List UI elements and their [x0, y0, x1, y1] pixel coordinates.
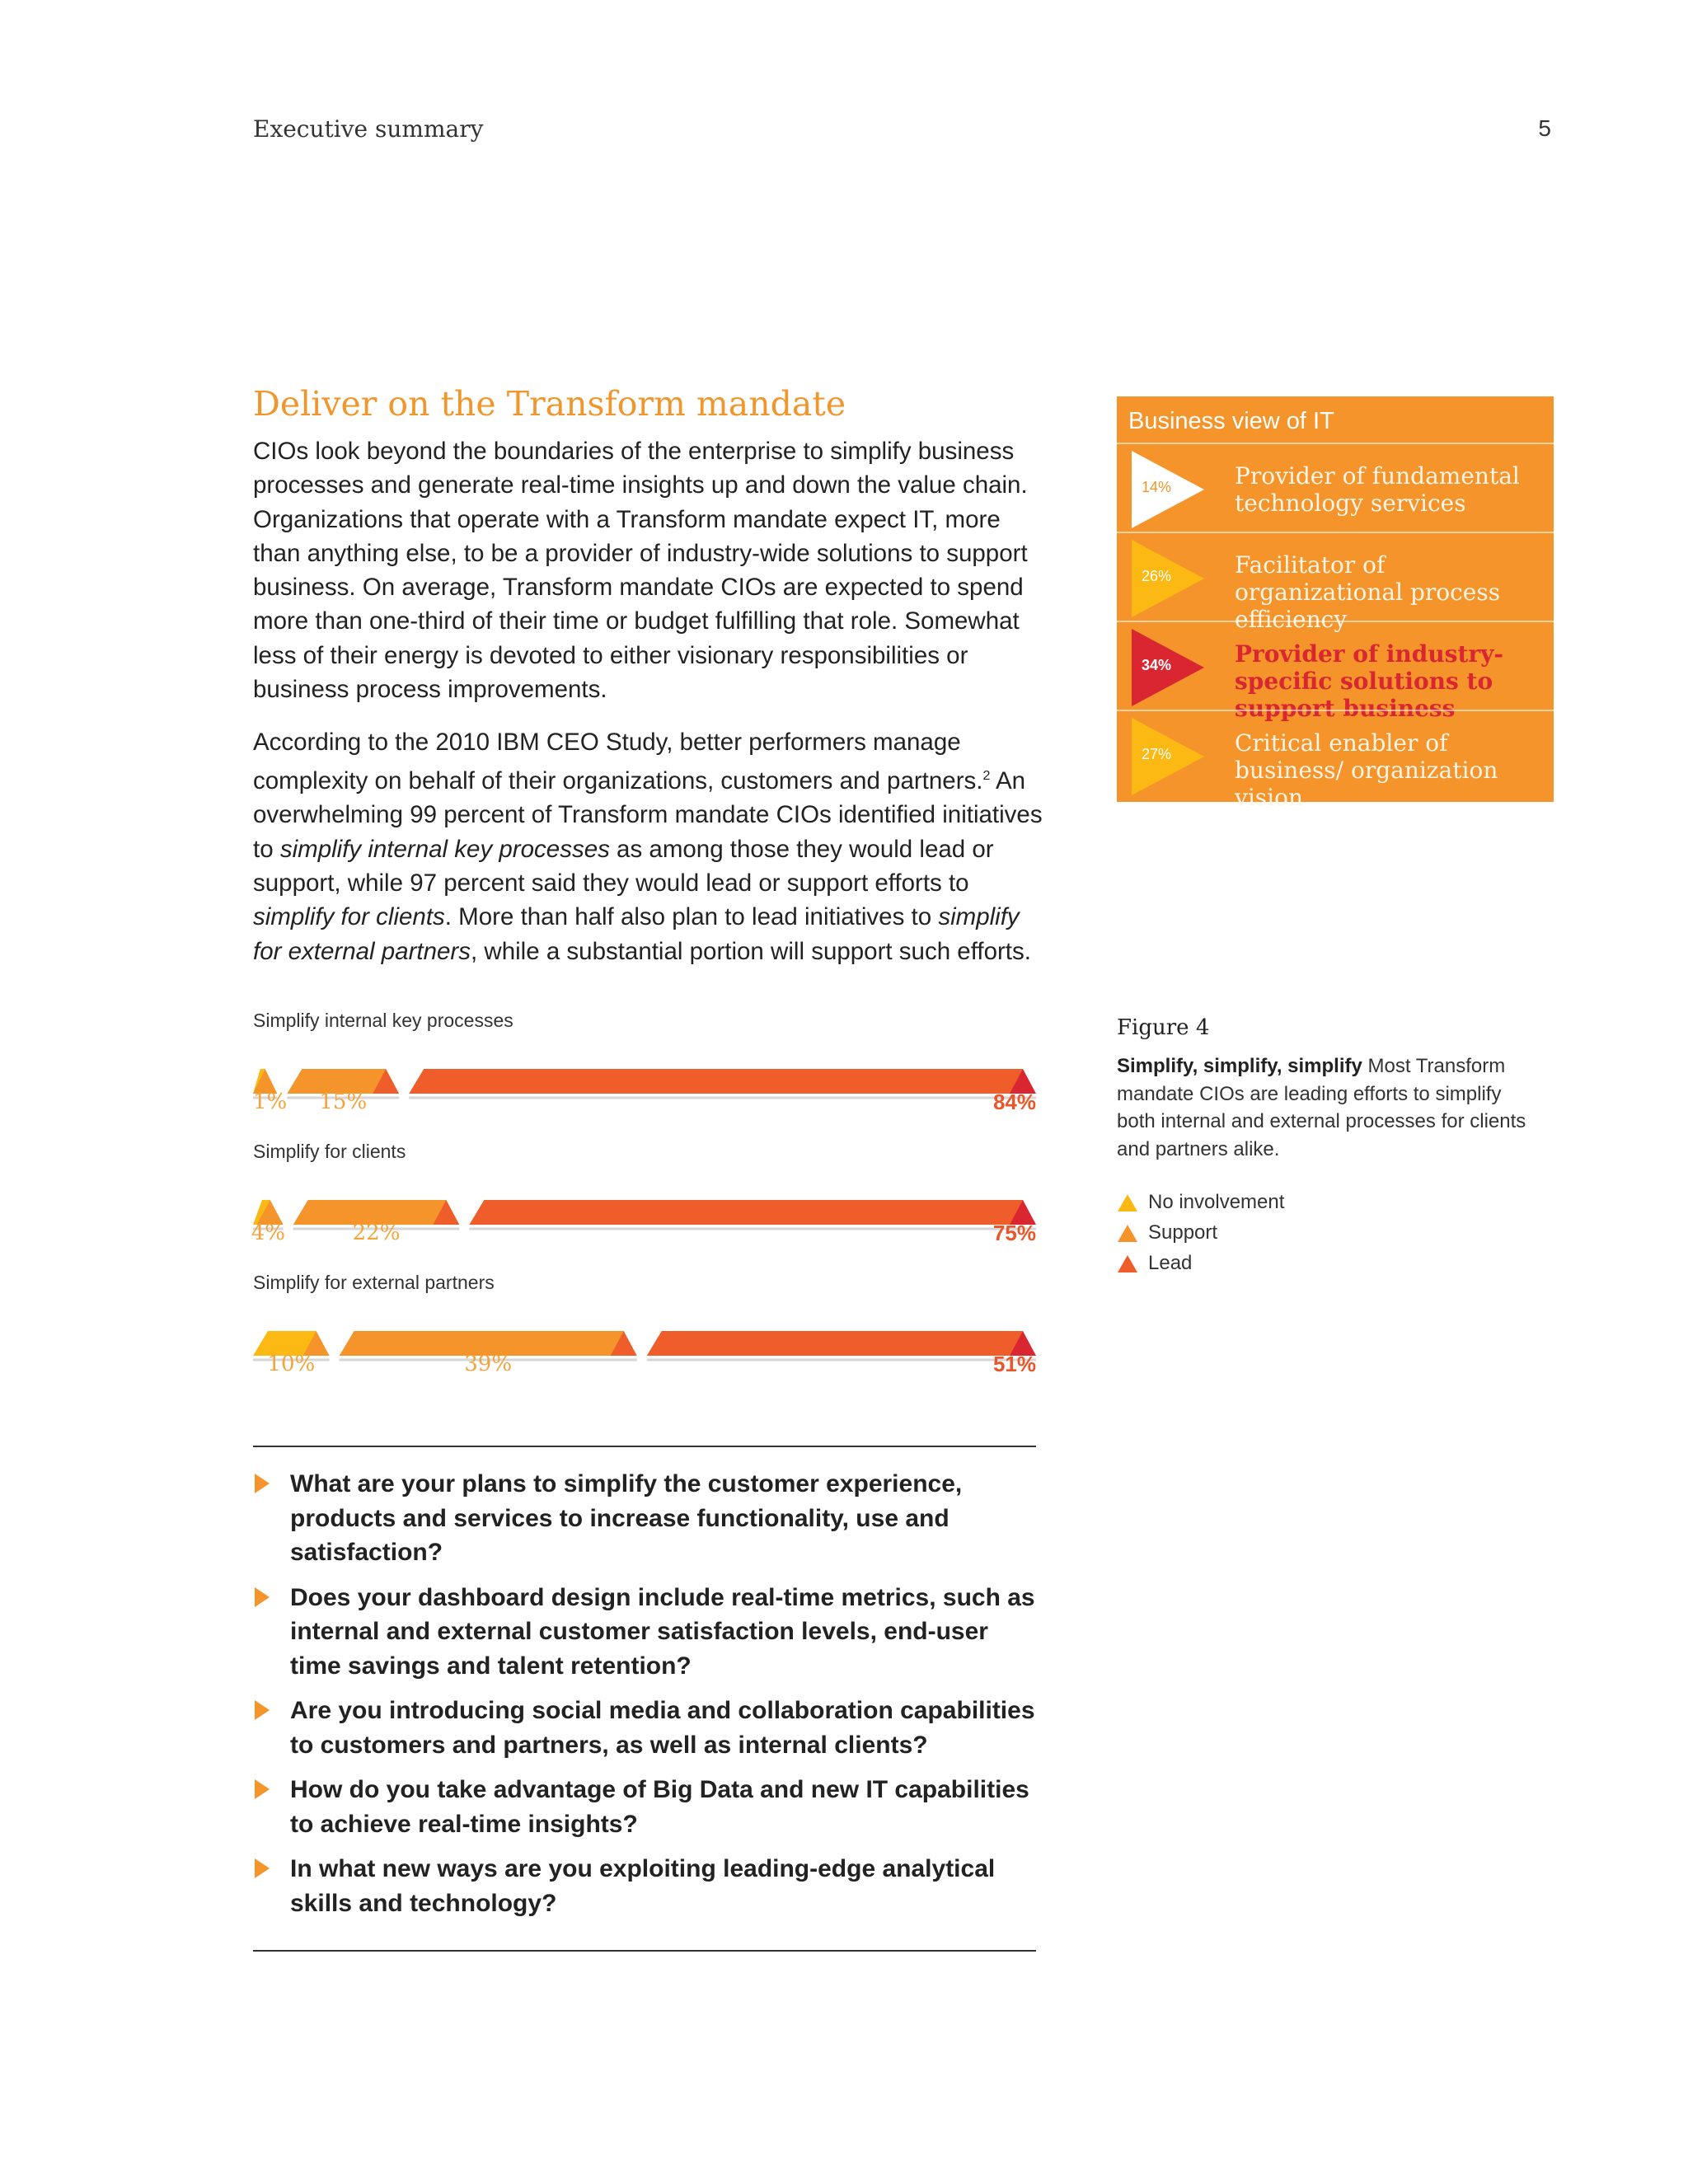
question-text: How do you take advantage of Big Data and new IT capabilities to achieve real-time insights?	[290, 1776, 1029, 1838]
business-view-label: Provider of industry-specific solutions to support business	[1235, 640, 1504, 722]
page-number: 5	[1538, 115, 1551, 141]
business-view-row	[1117, 621, 1554, 722]
question-item	[253, 1467, 1036, 1570]
business-view-title: Business view of IT	[1128, 408, 1334, 434]
chart-title: Simplify for external partners	[253, 1272, 495, 1293]
business-view-row	[1117, 443, 1554, 533]
question-list	[253, 1467, 1036, 1931]
legend-item-lead: Lead	[1117, 1252, 1192, 1275]
business-view-box	[1117, 396, 1554, 811]
figure-caption: Simplify, simplify, simplify Most Transform mandate CIOs are leading efforts to simplify both internal and external processes for clients and partners alike.	[1117, 1055, 1526, 1160]
percent-label: 1%	[253, 1090, 288, 1114]
question-text: Are you introducing social media and collaboration capabilities to customers and partners, as well as internal clients?	[290, 1697, 1035, 1759]
business-view-row	[1117, 710, 1554, 811]
divider-bottom	[253, 1950, 1036, 1952]
business-view-row	[1117, 532, 1554, 633]
question-text: What are your plans to simplify the customer experience, products and services to increase functionality, use and satisfaction?	[290, 1470, 963, 1566]
divider-top	[253, 1446, 1036, 1447]
legend-item-support: Support	[1117, 1221, 1217, 1244]
chart-percent-labels	[253, 1090, 1036, 1122]
percent-label: 75%	[992, 1221, 1036, 1245]
percent-label: 15%	[319, 1090, 368, 1114]
percent-label: 84%	[992, 1090, 1036, 1114]
triangle-icon	[1117, 1254, 1138, 1273]
business-view-percent: 26%	[1142, 568, 1172, 584]
question-text: Does your dashboard design include real-time metrics, such as internal and external customer satisfaction levels, end-user time savings and talent retention?	[290, 1583, 1035, 1680]
triangle-bullet-icon	[255, 1474, 270, 1493]
triangle-bullet-icon	[255, 1858, 270, 1878]
chart-percent-labels	[253, 1352, 1036, 1385]
triangle-bullet-icon	[255, 1700, 270, 1720]
running-head: Executive summary	[253, 115, 484, 143]
question-text: In what new ways are you exploiting leading-edge analytical skills and technology?	[290, 1855, 996, 1917]
question-item	[253, 1852, 1036, 1920]
section-title: Deliver on the Transform mandate	[253, 384, 846, 424]
business-view-percent: 14%	[1142, 479, 1172, 495]
question-item	[253, 1773, 1036, 1841]
percent-label: 4%	[251, 1221, 285, 1245]
body-paragraph-1: CIOs look beyond the boundaries of the enterprise to simplify business processes and generate real-time insights up and down the value chain. Organizations that operate with a Transform mandate expect IT, more than anything else, to be a provider of industry-wide solutions to support business. On average, Transform mandate CIOs are expected to spend more than one-third of their time or budget fulfilling that role. Somewhat less of their energy is devoted to either visionary responsibilities or business process improvements.	[253, 438, 1028, 704]
business-view-label: Facilitator of organizational process efficiency	[1235, 551, 1501, 633]
triangle-bullet-icon	[255, 1779, 270, 1799]
triangle-icon	[1117, 1223, 1138, 1243]
business-view-label: Provider of fundamental technology services	[1235, 462, 1520, 517]
question-item	[253, 1694, 1036, 1762]
business-view-label: Critical enabler of business/ organization vision	[1235, 729, 1498, 811]
triangle-icon	[1117, 1193, 1138, 1212]
chart-title: Simplify internal key processes	[253, 1010, 513, 1031]
percent-label: 22%	[352, 1221, 401, 1245]
figure-title: Figure 4	[1117, 1015, 1210, 1040]
triangle-bullet-icon	[255, 1587, 270, 1607]
footnote-ref: 2	[982, 769, 991, 784]
business-view-percent: 34%	[1142, 657, 1172, 673]
percent-label: 51%	[992, 1352, 1036, 1376]
chart-percent-labels	[253, 1221, 1036, 1254]
question-item	[253, 1581, 1036, 1684]
percent-label: 10%	[267, 1352, 316, 1376]
body-paragraph-2: According to the 2010 IBM CEO Study, better performers manage complexity on behalf of their organizations, customers and partners.$^2$ An overwhelming 99 percent of Transform mandate CIOs identified initiatives to simplify internal key processes as among those they would lead or support, while 97 percent said they would lead or support efforts to simplify for clients. More than half also plan to lead initiatives to simplify for external partners, while a substantial portion will support such efforts.	[253, 729, 1043, 965]
business-view-percent: 27%	[1142, 746, 1172, 762]
legend-item-no-involvement: No involvement	[1117, 1191, 1284, 1214]
percent-label: 39%	[464, 1352, 513, 1376]
chart-title: Simplify for clients	[253, 1141, 406, 1162]
